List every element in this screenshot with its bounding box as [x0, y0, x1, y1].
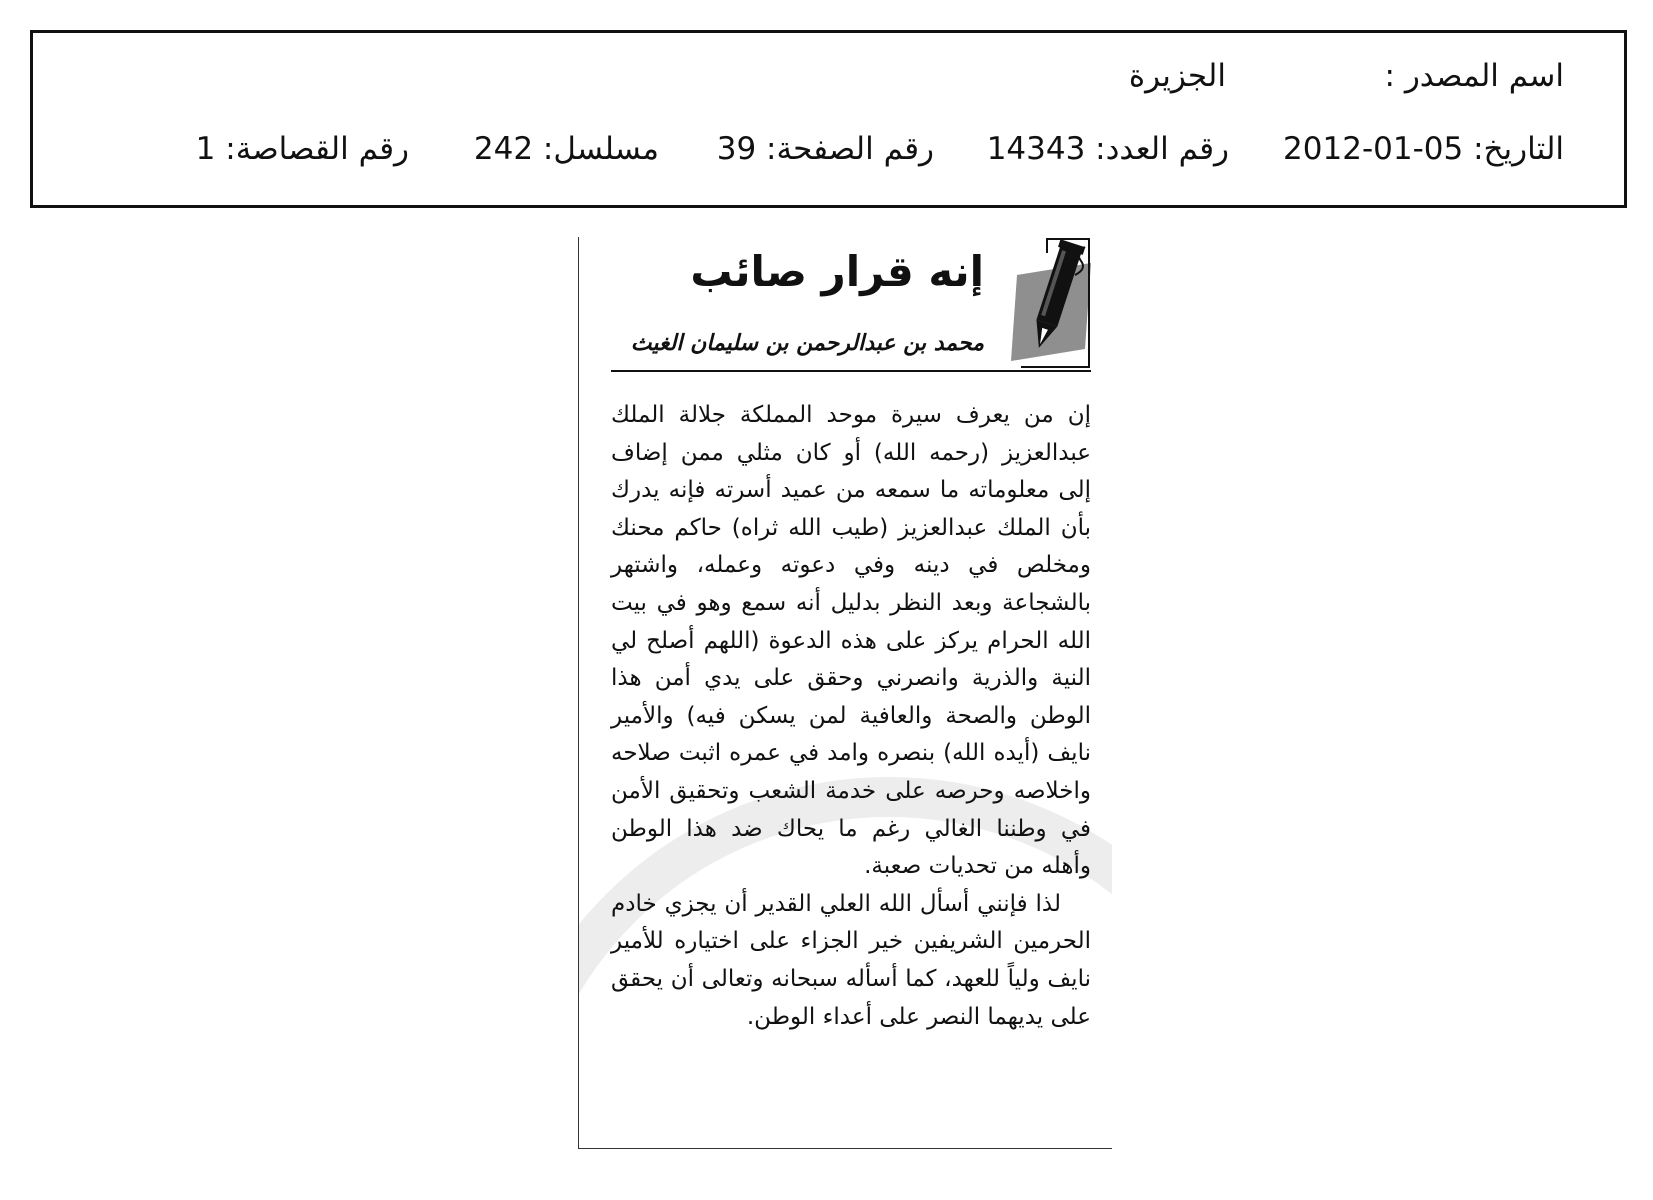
issue-number-field: رقم العدد: 14343 — [986, 131, 1229, 167]
article-paragraph-2: لذا فإنني أسأل الله العلي القدير أن يجزي خادم الحرمين الشريفين خير الجزاء على اختياره للأمير نايف ولياً للعهد، كما أسأله سبحانه وتعالى أن يحقق على يديهما النصر على أعداء الوطن. — [611, 890, 1091, 1030]
date-field: التاريخ: 05-01-2012 — [1283, 131, 1564, 167]
article-body — [611, 397, 1091, 1036]
pen-icon — [999, 237, 1099, 372]
headline-divider — [611, 370, 1091, 372]
clip-number-field: رقم القصاصة: 1 — [195, 131, 409, 167]
page-number-field: رقم الصفحة: 39 — [716, 131, 934, 167]
source-value: الجزيرة — [1128, 58, 1226, 94]
source-metadata-box — [30, 30, 1627, 208]
article-author: محمد بن عبدالرحمن بن سليمان الغيث — [630, 331, 984, 356]
article-headline: إنه قرار صائب — [690, 247, 984, 296]
article-paragraph-1: إن من يعرف سيرة موحد المملكة جلالة الملك عبدالعزيز (رحمه الله) أو كان مثلي ممن إضاف إلى معلوماته ما سمعه من عميد أسرته فإنه يدرك بأن الملك عبدالعزيز (طيب الله ثراه) حاكم محنك ومخلص في دينه وفي دعوته وعمله، واشتهر بالشجاعة وبعد النظر بدليل أنه سمع وهو في بيت الله الحرام يركز على هذه الدعوة (اللهم أصلح لي النية والذرية وانصرني وحقق على يدي أمن هذا الوطن والصحة والعافية لمن يسكن فيه) والأمير نايف (أيده الله) بنصره وامد في عمره اثبت صلاحه واخلاصه وحرصه على خدمة الشعب وتحقيق الأمن في وطننا الغالي رغم ما يحاك ضد هذا الوطن وأهله من تحديات صعبة. — [611, 402, 1091, 880]
source-label: اسم المصدر : — [1384, 58, 1564, 94]
serial-field: مسلسل: 242 — [473, 131, 659, 167]
newspaper-clipping — [578, 237, 1112, 1149]
